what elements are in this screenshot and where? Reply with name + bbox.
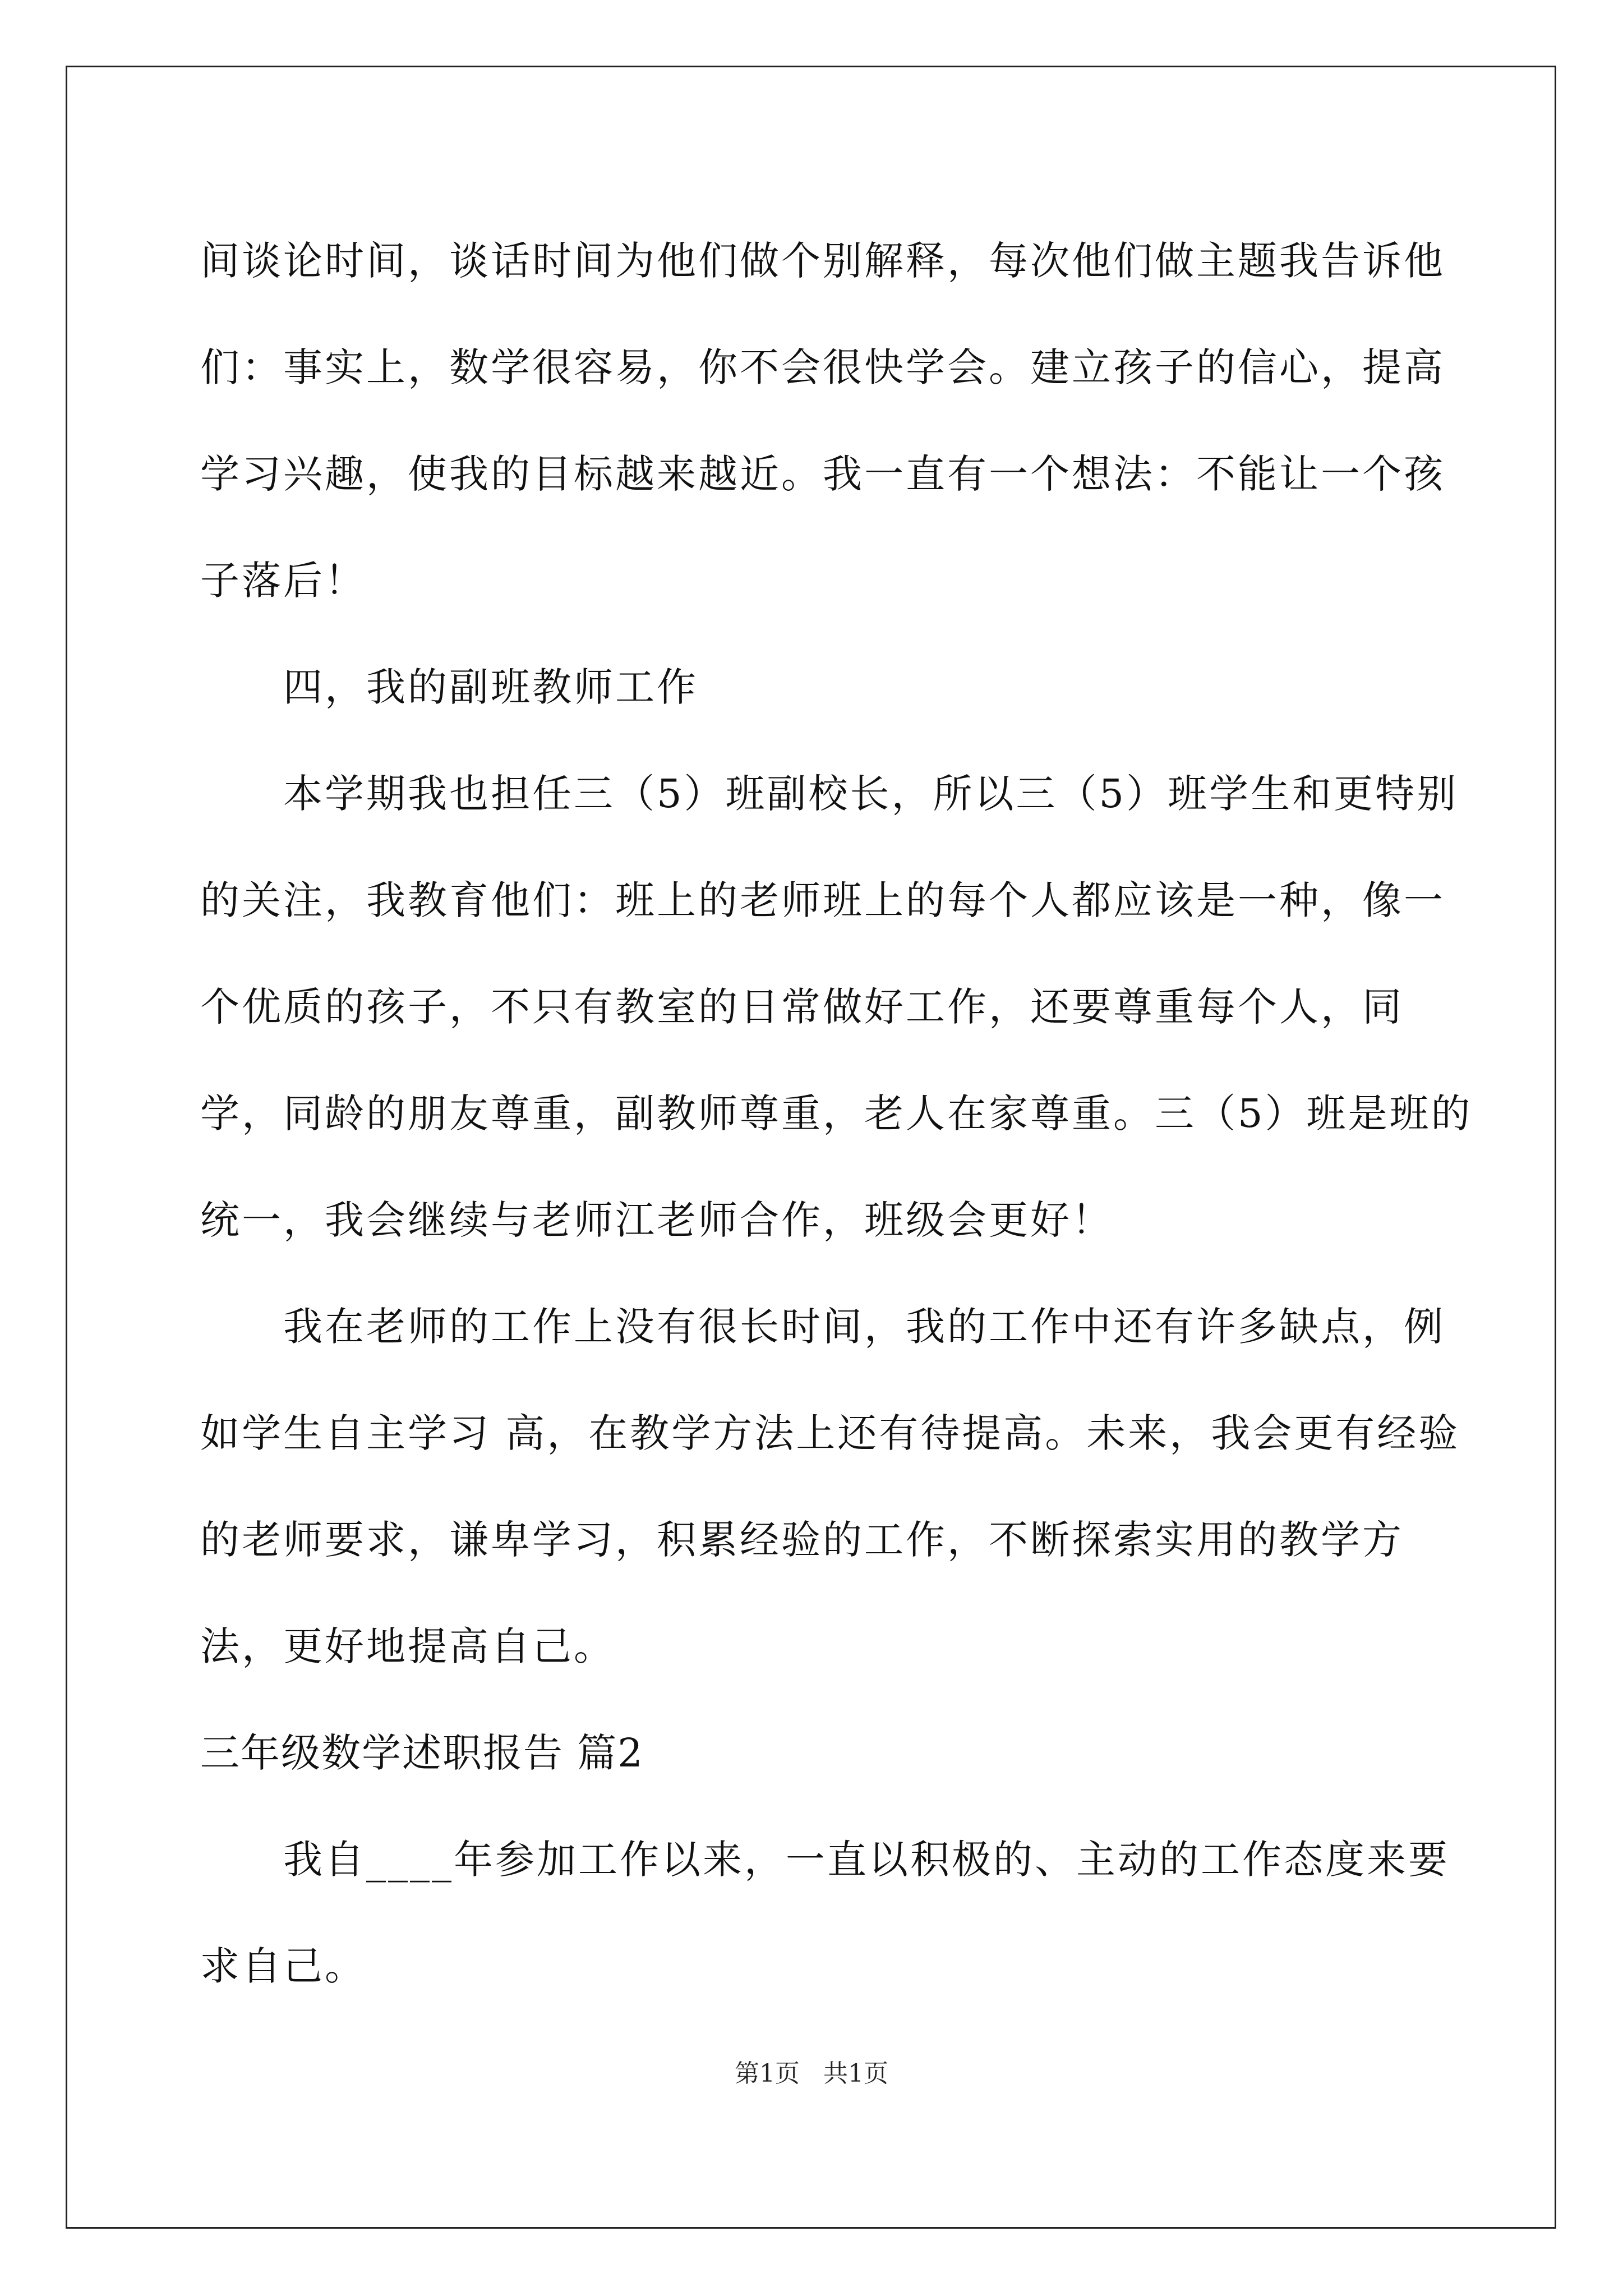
section-heading-4: 四，我的副班教师工作 — [283, 664, 698, 710]
page-number-total: 共1页 — [823, 2059, 888, 2088]
paragraph-1: 间谈论时间，谈话时间为他们做个别解释，每次他们做主题我告诉他们：事实上，数学很容易，你不会很快学会。建立孩子的信心，提高学习兴趣，使我的目标越来越近。我一直有一个想法：不能让一个孩子落后！ — [200, 238, 1445, 604]
document-body — [200, 208, 1474, 2019]
paragraph-4: 我自____年参加工作以来，一直以积极的、主动的工作态度来要求自己。 — [200, 1837, 1450, 1989]
report-title-part-2: 三年级数学述职报告 篇2 — [200, 1730, 644, 1776]
page-number-current: 第1页 — [735, 2059, 800, 2088]
paragraph-2: 本学期我也担任三（5）班副校长，所以三（5）班学生和更特别的关注，我教育他们：班上的老师班上的每个人都应该是一种，像一个优质的孩子，不只有教室的日常做好工作，还要尊重每个人，同学，同龄的朋友尊重，副教师尊重，老人在家尊重。三（5）班是班的统一，我会继续与老师江老师合作，班级会更好！ — [200, 771, 1473, 1243]
paragraph-3: 我在老师的工作上没有很长时间，我的工作中还有许多缺点，例如学生自主学习 高，在教学方法上还有待提高。未来，我会更有经验的老师要求，谦卑学习，积累经验的工作，不断探索实用的教学方法，更好地提高自己。 — [200, 1304, 1460, 1669]
page-footer — [0, 2053, 1623, 2089]
